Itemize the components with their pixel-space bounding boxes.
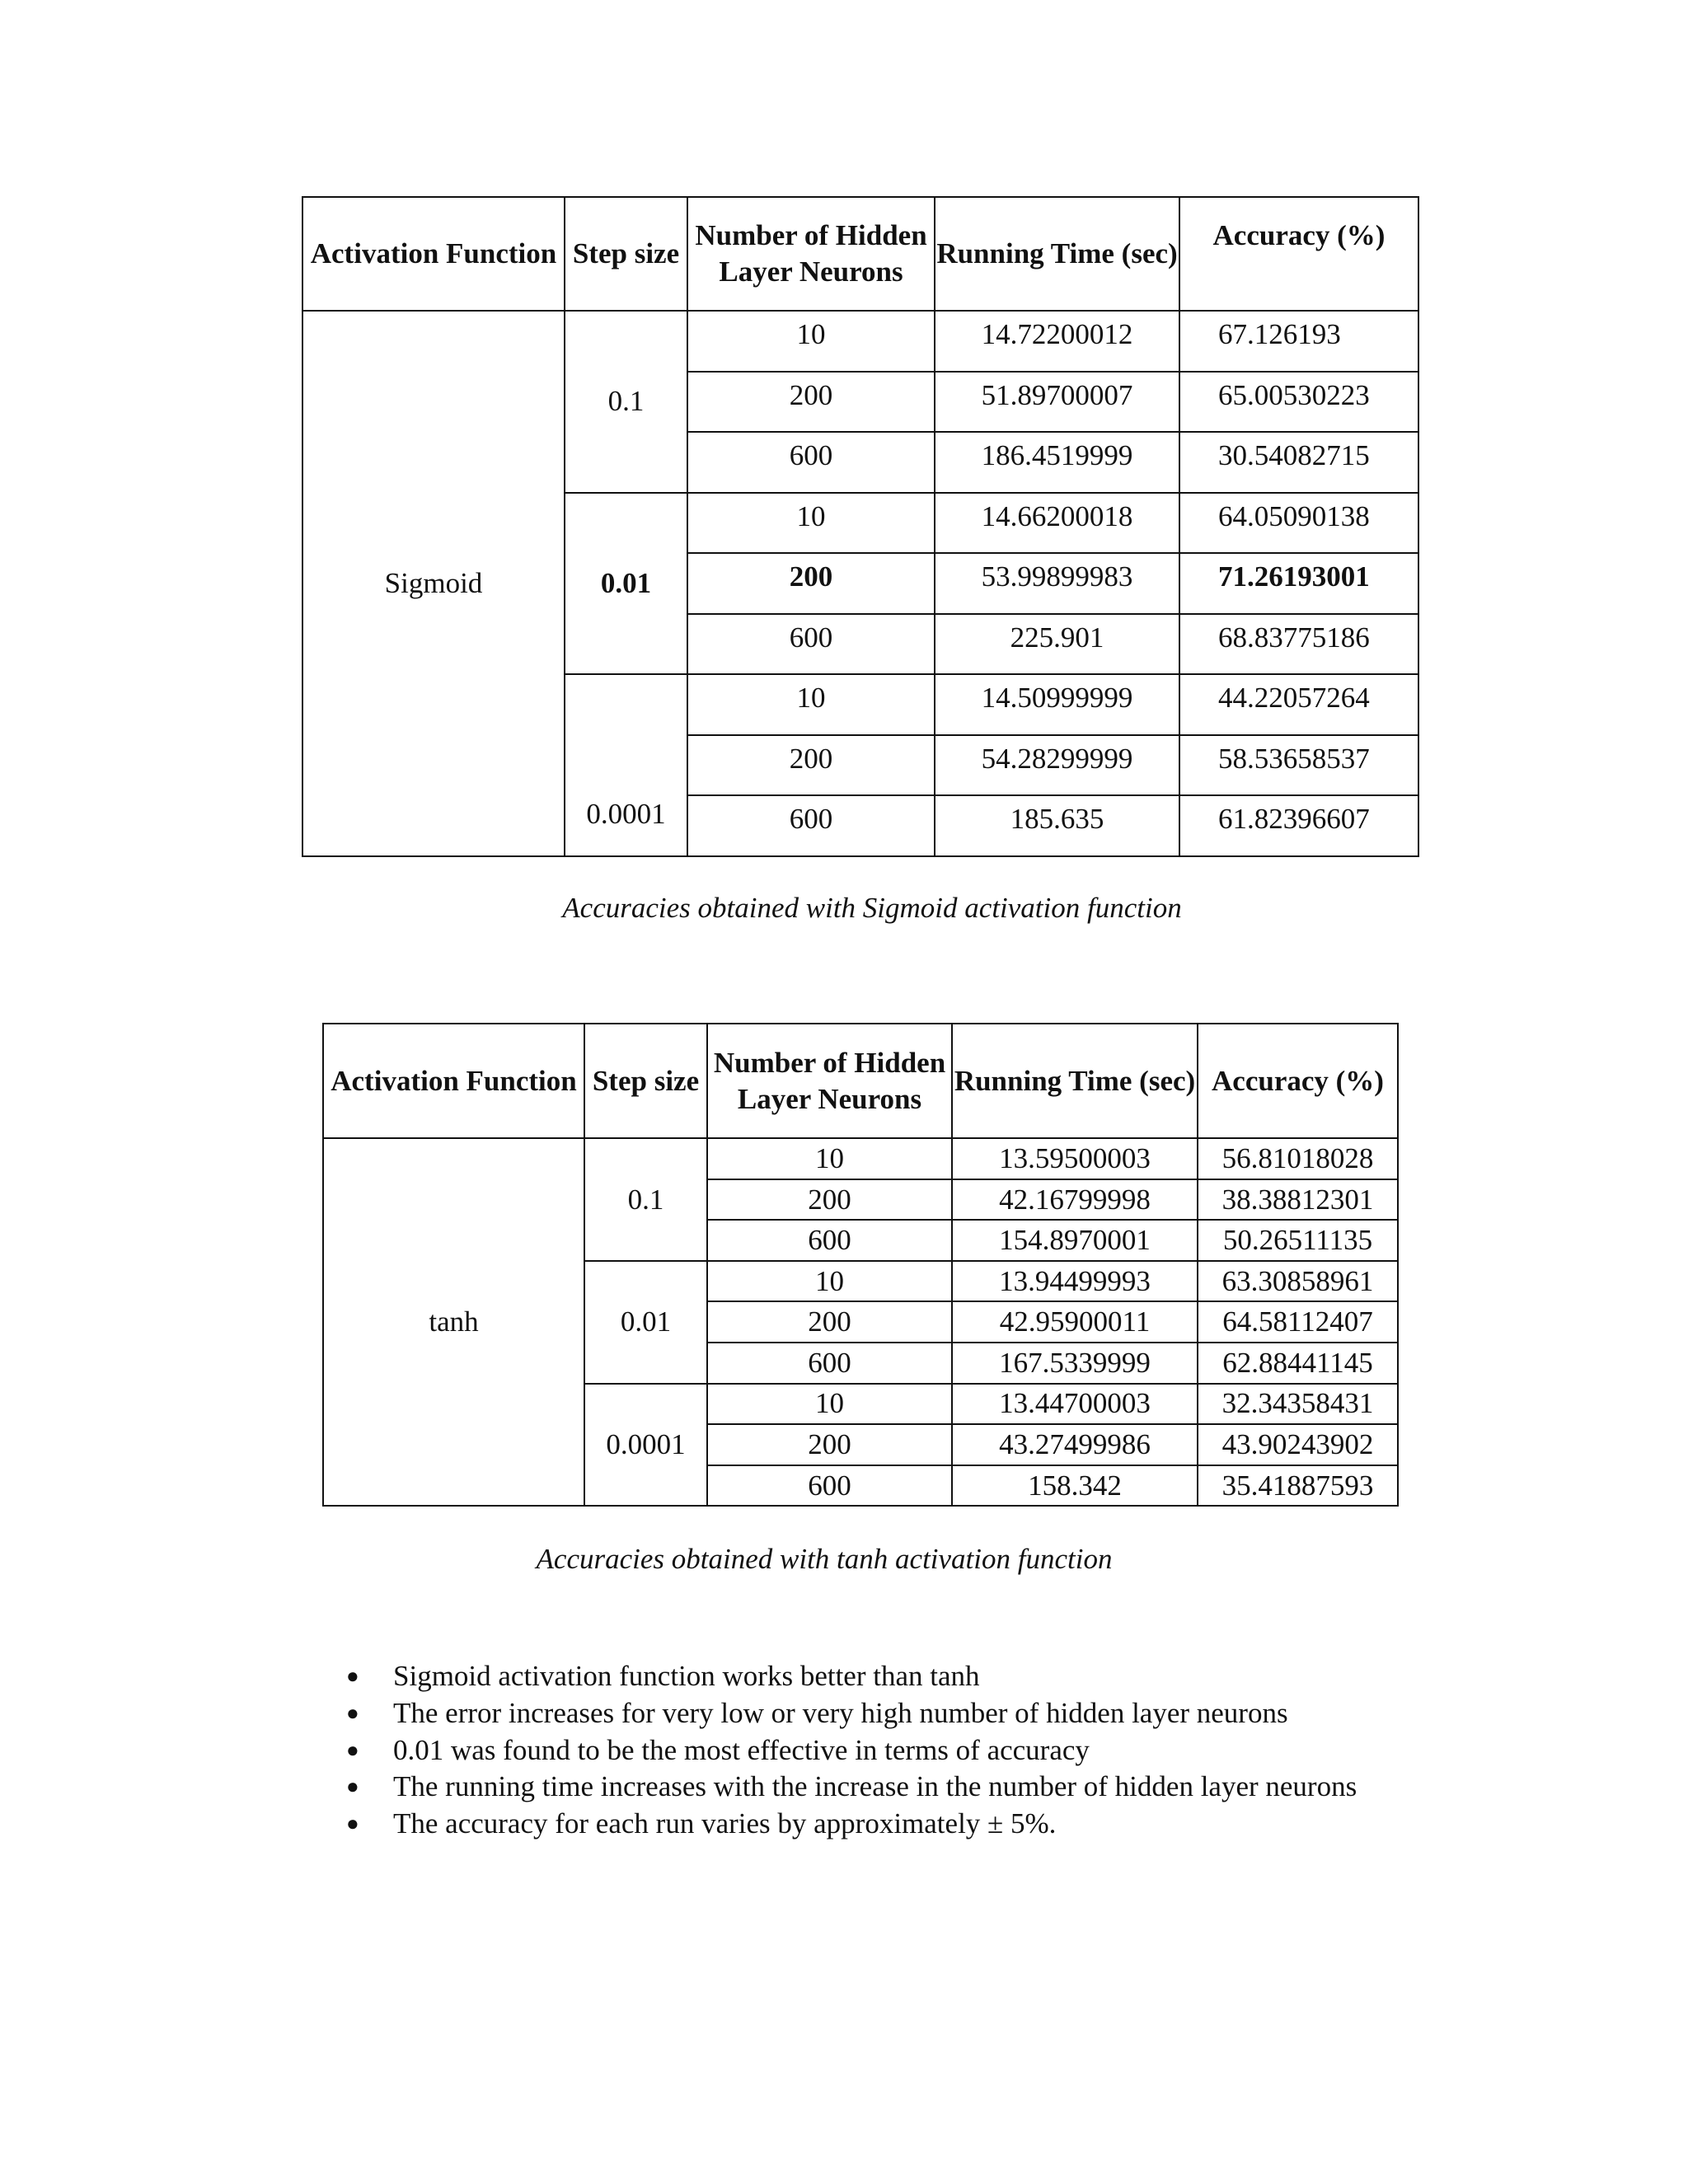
running-time-cell: 42.16799998 — [952, 1179, 1198, 1221]
running-time-cell: 42.95900011 — [952, 1301, 1198, 1343]
running-time-cell: 13.94499993 — [952, 1261, 1198, 1302]
neurons-cell: 10 — [687, 674, 935, 735]
running-time-cell: 14.72200012 — [935, 311, 1179, 372]
bullet-text: The accuracy for each run varies by approximately ± 5%. — [393, 1807, 1057, 1840]
accuracy-cell: 65.00530223 — [1179, 372, 1418, 433]
header-running-time: Running Time (sec) — [952, 1024, 1198, 1138]
header-activation-function: Activation Function — [302, 197, 565, 311]
neurons-cell: 10 — [687, 493, 935, 554]
accuracy-cell: 68.83775186 — [1179, 614, 1418, 675]
running-time-cell: 43.27499986 — [952, 1424, 1198, 1465]
bullet-icon: ● — [346, 1774, 359, 1799]
neurons-cell: 200 — [687, 553, 935, 614]
neurons-cell: 600 — [687, 614, 935, 675]
running-time-cell: 186.4519999 — [935, 432, 1179, 493]
bullet-item — [346, 1769, 1357, 1806]
accuracy-cell: 62.88441145 — [1198, 1343, 1398, 1384]
accuracy-cell: 63.30858961 — [1198, 1261, 1398, 1302]
bullet-item — [346, 1658, 1357, 1695]
neurons-cell: 200 — [687, 372, 935, 433]
header-hidden-neurons: Number of Hidden Layer Neurons — [687, 197, 935, 311]
header-row — [302, 197, 1418, 311]
bullet-item — [346, 1695, 1357, 1732]
running-time-cell: 154.8970001 — [952, 1220, 1198, 1261]
accuracy-cell: 56.81018028 — [1198, 1138, 1398, 1179]
neurons-cell: 200 — [707, 1424, 952, 1465]
bullet-icon: ● — [346, 1737, 359, 1762]
sigmoid-table-caption: Accuracies obtained with Sigmoid activation function — [562, 892, 1182, 924]
table-row — [302, 311, 1418, 372]
accuracy-cell: 32.34358431 — [1198, 1384, 1398, 1425]
bullet-icon: ● — [346, 1700, 359, 1725]
accuracy-cell: 67.126193 — [1179, 311, 1418, 372]
neurons-cell: 10 — [707, 1384, 952, 1425]
running-time-cell: 167.5339999 — [952, 1343, 1198, 1384]
running-time-cell: 185.635 — [935, 795, 1179, 856]
accuracy-cell: 61.82396607 — [1179, 795, 1418, 856]
running-time-cell: 13.59500003 — [952, 1138, 1198, 1179]
neurons-cell: 600 — [687, 795, 935, 856]
running-time-cell: 13.44700003 — [952, 1384, 1198, 1425]
neurons-cell: 600 — [707, 1343, 952, 1384]
neurons-cell: 200 — [687, 735, 935, 796]
header-row — [323, 1024, 1398, 1138]
running-time-cell: 225.901 — [935, 614, 1179, 675]
table-row — [323, 1138, 1398, 1179]
accuracy-cell: 64.05090138 — [1179, 493, 1418, 554]
tanh-table-caption: Accuracies obtained with tanh activation function — [536, 1543, 1113, 1575]
header-hidden-neurons: Number of Hidden Layer Neurons — [707, 1024, 952, 1138]
bullet-text: 0.01 was found to be the most effective in terms of accuracy — [393, 1733, 1090, 1766]
bullet-icon: ● — [346, 1811, 359, 1836]
accuracy-cell: 38.38812301 — [1198, 1179, 1398, 1221]
accuracy-cell: 50.26511135 — [1198, 1220, 1398, 1261]
observations-list — [346, 1658, 1357, 1843]
bullet-text: Sigmoid activation function works better than tanh — [393, 1660, 980, 1692]
neurons-cell: 600 — [707, 1465, 952, 1507]
running-time-cell: 53.99899983 — [935, 553, 1179, 614]
header-activation-function: Activation Function — [323, 1024, 584, 1138]
running-time-cell: 51.89700007 — [935, 372, 1179, 433]
step-size-cell: 0.1 — [565, 311, 687, 493]
step-size-cell: 0.01 — [584, 1261, 707, 1384]
running-time-cell: 14.50999999 — [935, 674, 1179, 735]
running-time-cell: 158.342 — [952, 1465, 1198, 1507]
step-size-cell: 0.0001 — [565, 674, 687, 856]
neurons-cell: 200 — [707, 1179, 952, 1221]
accuracy-cell: 43.90243902 — [1198, 1424, 1398, 1465]
neurons-cell: 10 — [707, 1138, 952, 1179]
header-step-size: Step size — [584, 1024, 707, 1138]
bullet-text: The running time increases with the increase in the number of hidden layer neurons — [393, 1770, 1357, 1803]
running-time-cell: 14.66200018 — [935, 493, 1179, 554]
accuracy-cell: 71.26193001 — [1179, 553, 1418, 614]
bullet-item — [346, 1806, 1357, 1843]
neurons-cell: 600 — [707, 1220, 952, 1261]
header-running-time: Running Time (sec) — [935, 197, 1179, 311]
bullet-text: The error increases for very low or very high number of hidden layer neurons — [393, 1696, 1288, 1729]
accuracy-cell: 35.41887593 — [1198, 1465, 1398, 1507]
step-size-cell: 0.1 — [584, 1138, 707, 1261]
header-accuracy: Accuracy (%) — [1198, 1024, 1398, 1138]
accuracy-cell: 30.54082715 — [1179, 432, 1418, 493]
running-time-cell: 54.28299999 — [935, 735, 1179, 796]
sigmoid-results-table — [302, 196, 1419, 857]
bullet-item — [346, 1732, 1357, 1769]
neurons-cell: 600 — [687, 432, 935, 493]
header-accuracy: Accuracy (%) — [1179, 197, 1418, 311]
step-size-cell: 0.0001 — [584, 1384, 707, 1507]
header-step-size: Step size — [565, 197, 687, 311]
activation-function-cell: tanh — [323, 1138, 584, 1506]
neurons-cell: 10 — [707, 1261, 952, 1302]
step-size-cell: 0.01 — [565, 493, 687, 675]
bullet-icon: ● — [346, 1664, 359, 1688]
accuracy-cell: 44.22057264 — [1179, 674, 1418, 735]
accuracy-cell: 64.58112407 — [1198, 1301, 1398, 1343]
accuracy-cell: 58.53658537 — [1179, 735, 1418, 796]
tanh-results-table — [322, 1023, 1399, 1507]
neurons-cell: 10 — [687, 311, 935, 372]
activation-function-cell: Sigmoid — [302, 311, 565, 856]
neurons-cell: 200 — [707, 1301, 952, 1343]
